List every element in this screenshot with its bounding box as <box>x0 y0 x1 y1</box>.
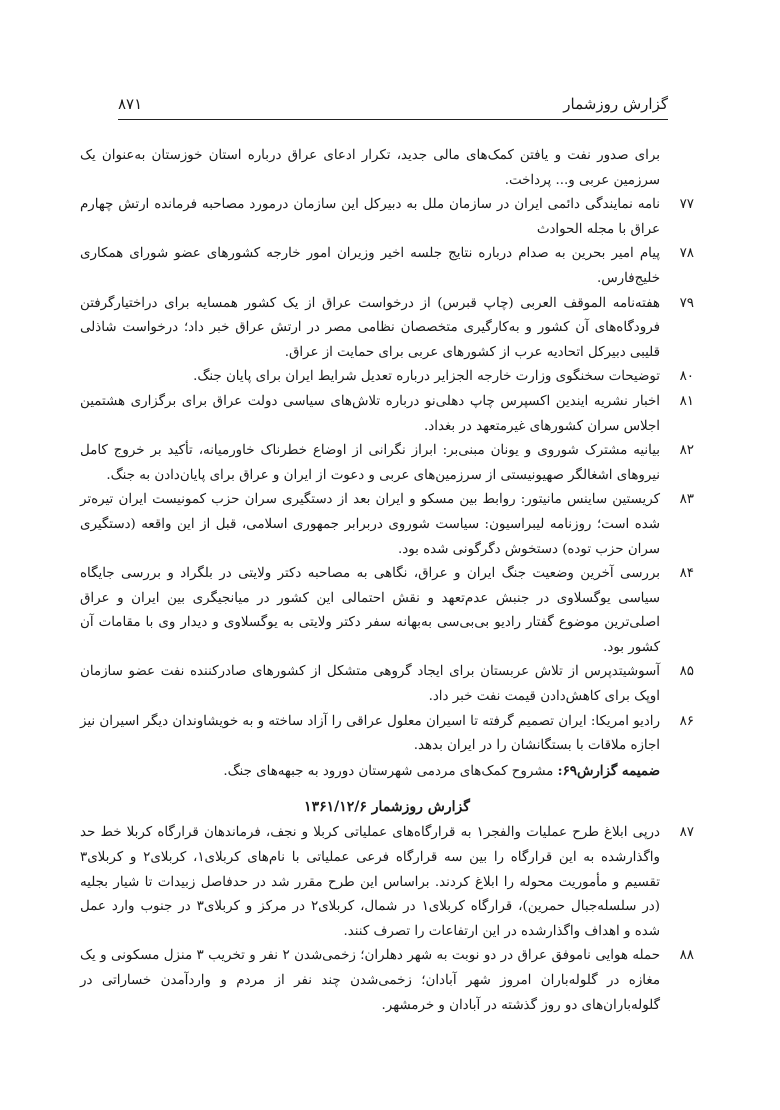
list-item <box>80 710 694 759</box>
list-item <box>80 488 694 562</box>
page-header <box>118 93 668 120</box>
item-number: ۸۲ <box>679 443 694 459</box>
item-text: کریستین ساینس مانیتور: روابط بین مسکو و ایران بعد از دستگیری سران حزب کمونیست ایران تیره‌تر شده است؛ روزنامه لیبراسیون: سیاست شوروی دربرابر جمهوری اسلامی، قبل از این واقعه (دستگیری سران حزب توده) دستخوش دگرگونی شده بود. <box>80 492 660 557</box>
item-number: ۸۰ <box>679 369 694 385</box>
item-number: ۷۹ <box>679 295 694 311</box>
list-item <box>80 242 694 291</box>
item-number: ۸۱ <box>679 393 694 409</box>
item-text: رادیو امریکا: ایران تصمیم گرفته تا اسیران معلول عراقی را آزاد ساخته و به خویشاوندان دیگر اسیران نیز اجازه ملاقات با بستگانشان را در ایران بدهد. <box>80 713 660 754</box>
item-number: ۸۶ <box>679 713 694 729</box>
item-text: اخبار نشریه ایندین اکسپرس چاپ دهلی‌نو درباره تلاش‌های سیاسی دولت عراق برای برگزاری هشتمین اجلاس سران کشورهای غیرمتعهد در بغداد. <box>80 393 660 434</box>
appendix-label: ضمیمه گزارش۶۹: <box>557 762 660 779</box>
item-text: بررسی آخرین وضعیت جنگ ایران و عراق، نگاهی به مصاحبه دکتر ولایتی در بلگراد و بررسی جایگاه سیاسی یوگسلاوی در جنبش عدم‌تعهد و نقش احتمالی این کشور در میانجیگری بین ایران و عراق اصلی‌ترین موضوع گفتار رادیو بی‌بی‌سی به‌بهانه سفر دکتر ولایتی به یوگسلاوی و دیدار وی با مقامات آن کشور بود. <box>80 566 660 655</box>
item-text: درپی ابلاغ طرح عملیات والفجر۱ به قرارگاه‌های عملیاتی کربلا و نجف، فرماندهان قرارگاه کربلا خط حد واگذارشده به این قرارگاه را بین سه قرارگاه فرعی عملیاتی با نام‌های کربلای۱، کربلای۲ و کربلای۳ تقسیم و مأموریت محوله را ابلاغ کردند. براساس این طرح مقرر شد در حدفاصل زبیدات تا شیار بجلیه (در سلسله‌جبال حمرین)، قرارگاه کربلای۱ در شمال، کربلای۲ در مرکز و کربلای۳ در جنوب وارد عمل شده و اهداف واگذارشده در این ارتفاعات را تصرف کنند. <box>80 825 660 939</box>
item-text: آسوشیتدپرس از تلاش عربستان برای ایجاد گروهی متشکل از کشورهای صادرکننده نفت عضو سازمان اوپک برای کاهش‌دادن قیمت نفت خبر داد. <box>80 664 660 705</box>
item-number: ۸۳ <box>679 492 694 508</box>
item-number: ۸۵ <box>679 664 694 680</box>
item-text: بیانیه مشترک شوروی و یونان مبنی‌بر: ابراز نگرانی از اوضاع خطرناک خاورمیانه، تأکید بر خروج کامل نیروهای اشغالگر صهیونیستی از سرزمین‌های عربی و دعوت از ایران و عراق برای پایان‌دادن به جنگ. <box>80 443 660 483</box>
item-text: توضیحات سخنگوی وزارت خارجه الجزایر درباره تعدیل شرایط ایران برای پایان جنگ. <box>193 369 660 385</box>
item-text: هفته‌نامه الموقف العربی (چاپ قبرس) از درخواست عراق از یک کشور همسایه برای دراختیارگرفتن فرودگاه‌های آن کشور و به‌کارگیری متخصصان نظامی مصر در ارتش عراق خبر داد؛ درخواست شاذلی قلیبی دبیرکل اتحادیه عرب از کشورهای عربی برای حمایت از عراق. <box>80 295 660 360</box>
list-item <box>80 292 694 366</box>
continued-paragraph: برای صدور نفت و یافتن کمک‌های مالی جدید، تکرار ادعای عراق درباره استان خوزستان به‌عنوان یک سرزمین عربی و... پرداخت. <box>80 148 660 188</box>
list-item <box>80 390 694 439</box>
item-text: حمله هوایی ناموفق عراق در دو نوبت به شهر دهلران؛ زخمی‌شدن ۲ نفر و تخریب ۳ منزل مسکونی و یک مغازه در گلوله‌باران امروز شهر آبادان؛ زخمی‌شدن چند نفر از مردم و واردآمدن خساراتی در گلوله‌باران‌های دو روز گذشته در آبادان و خرمشهر. <box>80 948 660 1013</box>
item-number: ۷۷ <box>679 197 694 213</box>
page-body <box>80 144 694 1018</box>
list-item <box>80 193 694 242</box>
page-number: ۸۷۱ <box>118 95 143 113</box>
running-title: گزارش روزشمار <box>563 95 668 113</box>
item-text: نامه نمایندگی دائمی ایران در سازمان ملل به دبیرکل این سازمان درمورد مصاحبه فرمانده ارتش چهارم عراق با مجله الحوادث <box>80 197 660 237</box>
entry-list-2 <box>80 821 694 1018</box>
appendix-note <box>80 759 694 785</box>
list-item <box>80 562 694 660</box>
list-item <box>80 660 694 709</box>
item-number: ۷۸ <box>679 246 694 262</box>
item-number: ۸۷ <box>679 825 694 841</box>
list-item <box>80 439 694 488</box>
item-number: ۸۴ <box>679 566 694 582</box>
item-text: پیام امیر بحرین به صدام درباره نتایج جلسه اخیر وزیران امور خارجه کشورهای عضو شورای همکاری خلیج‌فارس. <box>80 246 660 286</box>
list-item <box>80 365 694 390</box>
item-number: ۸۸ <box>679 948 694 964</box>
list-item <box>80 821 694 944</box>
appendix-text: مشروح کمک‌های مردمی شهرستان دورود به جبهه‌های جنگ. <box>223 763 554 779</box>
list-item <box>80 944 694 1018</box>
entry-list-1 <box>80 193 694 759</box>
section-heading: گزارش روزشمار ۱۳۶۱/۱۲/۶ <box>304 799 470 816</box>
